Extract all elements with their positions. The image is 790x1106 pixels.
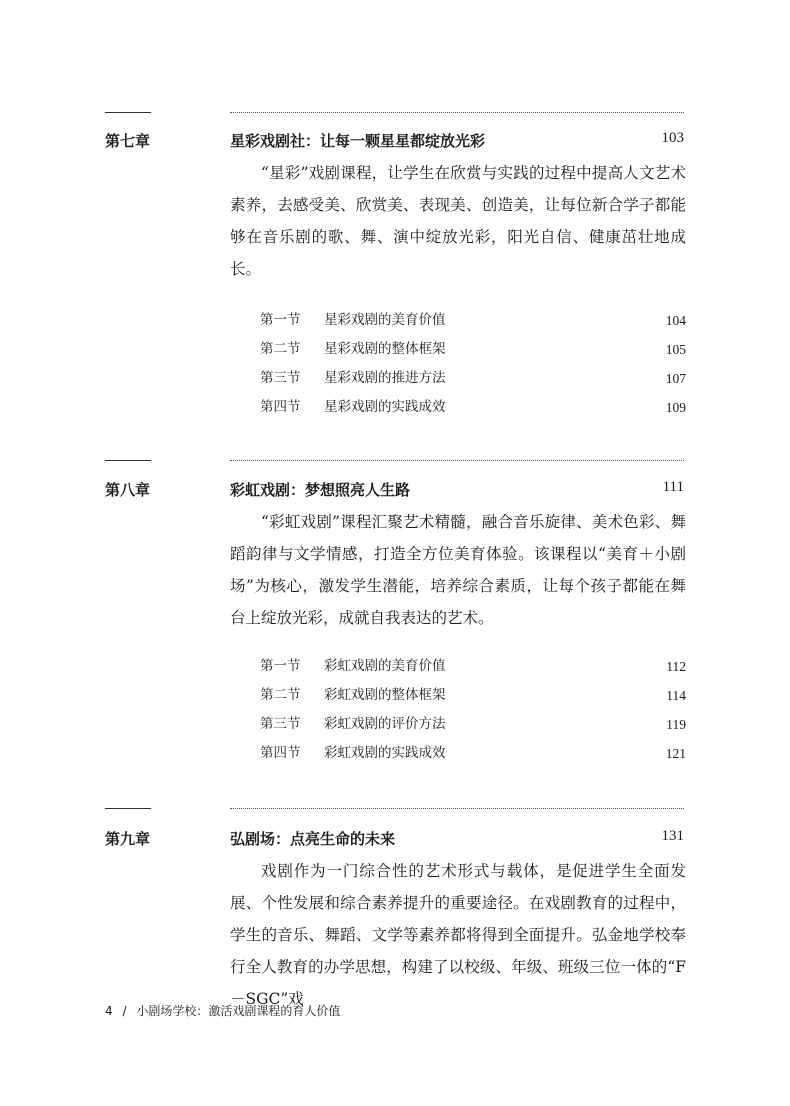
section-title: 彩虹戏剧的美育价值: [324, 658, 446, 674]
section-title: 彩虹戏剧的实践成效: [324, 745, 446, 761]
chapter-rule-short: [105, 460, 151, 461]
chapter-rule-dotted: [230, 112, 684, 113]
chapter-label: 第九章: [105, 830, 151, 848]
section-page-number: 121: [665, 746, 686, 761]
chapter-label: 第七章: [105, 132, 151, 150]
section-title: 星彩戏剧的实践成效: [324, 399, 446, 415]
section-list: [260, 652, 686, 768]
section-row: [260, 335, 686, 364]
section-page-number: 119: [666, 717, 686, 732]
section-number: 第二节: [260, 341, 301, 357]
section-number: 第四节: [260, 399, 301, 415]
section-page-number: 105: [665, 342, 686, 357]
chapter-rule-dotted: [230, 808, 684, 809]
section-row: [260, 710, 686, 739]
chapter-summary: 戏剧作为一门综合性的艺术形式与载体，是促进学生全面发展、个性发展和综合素养提升的重要途径。在戏剧教育的过程中，学生的音乐、舞蹈、文学等素养都将得到全面提升。弘金地学校奉行全人教育的办学思想，构建了以校级、年级、班级三位一体的“F－SGC”戏: [230, 862, 686, 1008]
section-title: 彩虹戏剧的整体框架: [324, 687, 446, 703]
section-page-number: 112: [666, 659, 686, 674]
section-number: 第三节: [260, 716, 301, 732]
section-list: [260, 306, 686, 422]
chapter-rule-short: [105, 112, 151, 113]
section-title: 星彩戏剧的推进方法: [324, 370, 446, 386]
section-number: 第二节: [260, 687, 301, 703]
chapter-rule-short: [105, 808, 151, 809]
chapter-title: 弘剧场：点亮生命的未来: [230, 830, 396, 848]
section-number: 第四节: [260, 745, 301, 761]
section-title: 星彩戏剧的整体框架: [324, 341, 446, 357]
footer-book-title: 小剧场学校：激活戏剧课程的育人价值: [136, 1004, 341, 1018]
section-number: 第一节: [260, 658, 301, 674]
chapter-rule-dotted: [230, 460, 684, 461]
section-row: [260, 364, 686, 393]
chapter-summary: “星彩”戏剧课程，让学生在欣赏与实践的过程中提高人文艺术素养，去感受美、欣赏美、表现美、创造美，让每位新合学子都能够在音乐剧的歌、舞、演中绽放光彩，阳光自信、健康茁壮地成长。: [230, 164, 686, 278]
section-row: [260, 681, 686, 710]
section-number: 第三节: [260, 370, 301, 386]
chapter-summary: “彩虹戏剧”课程汇聚艺术精髓，融合音乐旋律、美术色彩、舞蹈韵律与文学情感，打造全方位美育体验。该课程以“美育＋小剧场”为核心，激发学生潜能，培养综合素质，让每个孩子都能在舞台上绽放光彩，成就自我表达的艺术。: [230, 513, 686, 627]
section-row: [260, 306, 686, 335]
section-page-number: 109: [665, 400, 686, 415]
chapter-title: 彩虹戏剧：梦想照亮人生路: [230, 481, 411, 499]
section-row: [260, 739, 686, 768]
footer-page-number: 4: [105, 1004, 113, 1018]
section-row: [260, 652, 686, 681]
chapter-page-number: 103: [661, 130, 684, 146]
section-title: 星彩戏剧的美育价值: [324, 312, 446, 328]
chapter-page-number: 131: [661, 828, 684, 844]
chapter-label: 第八章: [105, 481, 151, 499]
section-row: [260, 393, 686, 422]
section-page-number: 107: [665, 371, 686, 386]
section-title: 彩虹戏剧的评价方法: [324, 716, 446, 732]
section-number: 第一节: [260, 312, 301, 328]
chapter-page-number: 111: [662, 479, 684, 495]
section-page-number: 114: [666, 688, 686, 703]
footer-separator: /: [122, 1004, 127, 1018]
section-page-number: 104: [665, 313, 686, 328]
running-footer: [105, 1002, 346, 1019]
chapter-title: 星彩戏剧社：让每一颗星星都绽放光彩: [230, 132, 486, 150]
